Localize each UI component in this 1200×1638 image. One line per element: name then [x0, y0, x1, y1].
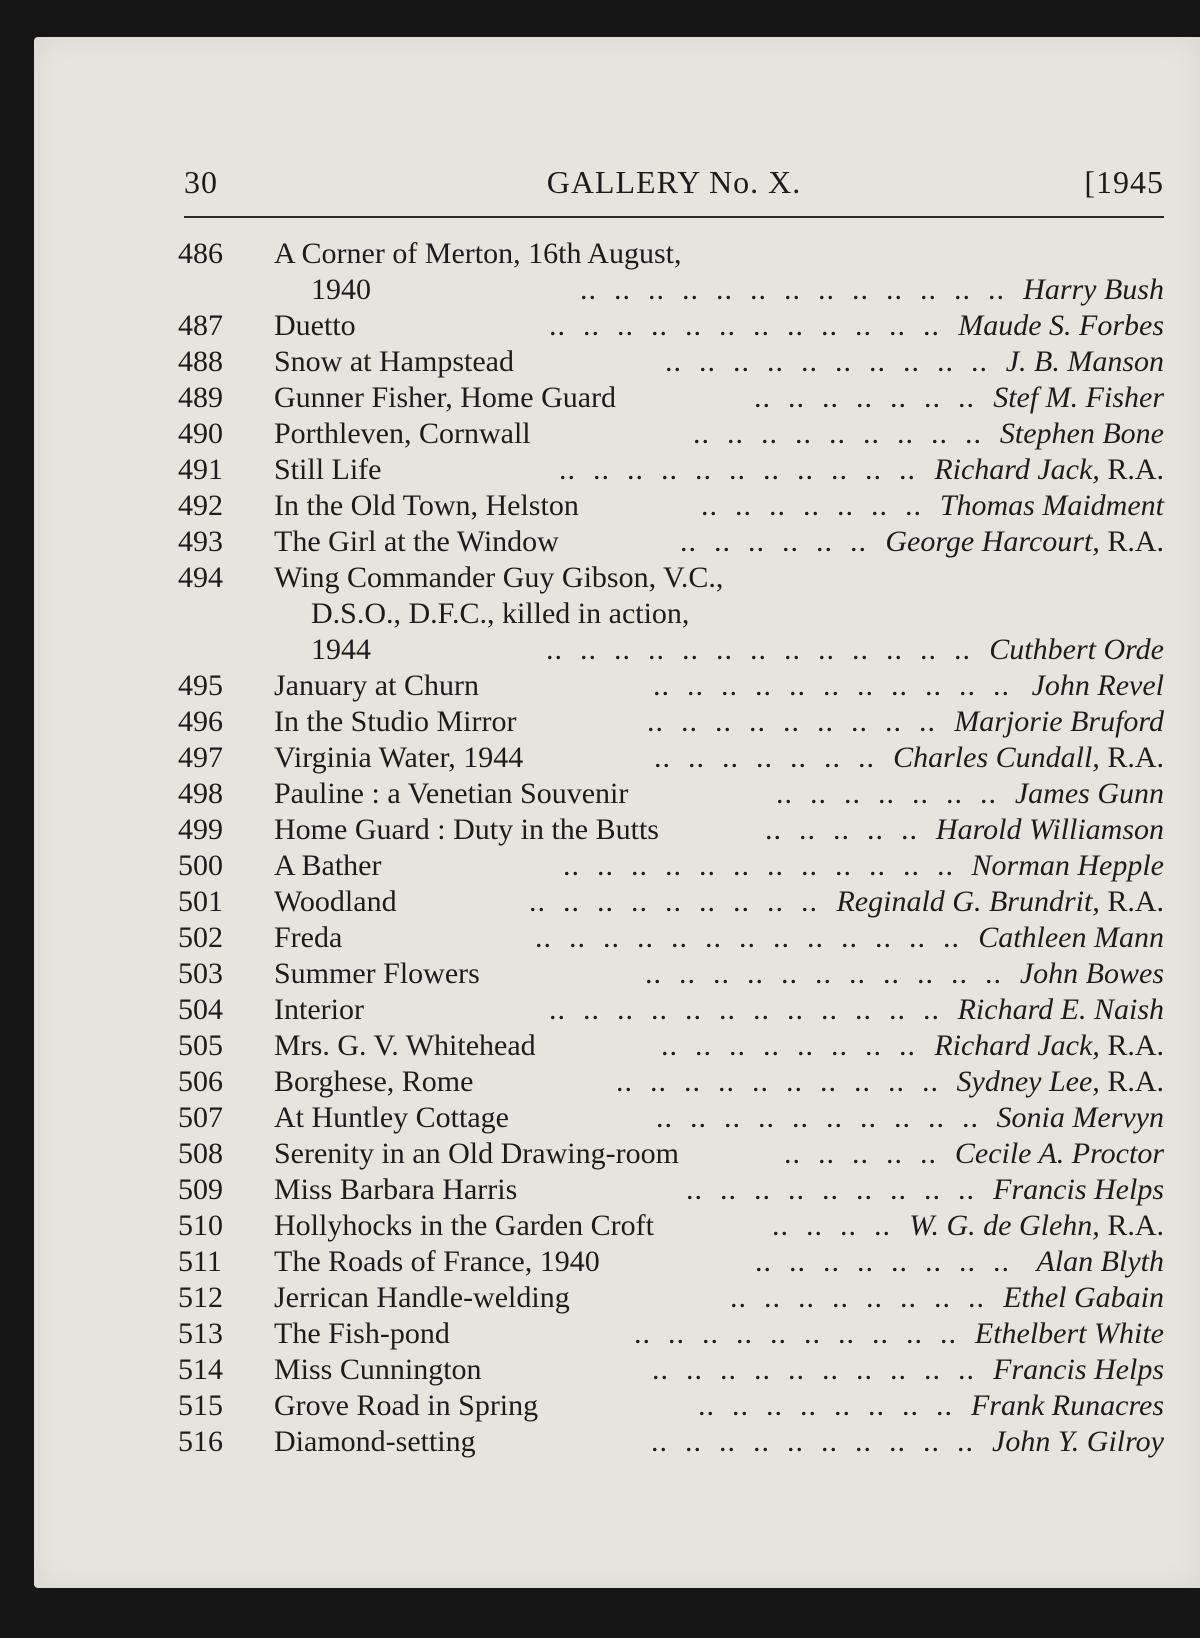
entry-number: 499 — [178, 813, 223, 846]
catalogue-entry — [178, 1172, 1164, 1208]
entry-title-continuation: 1944 — [311, 633, 371, 666]
entry-artist — [958, 992, 1164, 1028]
entry-artist — [1006, 344, 1164, 380]
entry-artist — [909, 1208, 1164, 1244]
entry-artist — [958, 308, 1164, 344]
dot-leader: .. .. .. .. .. .. .. — [754, 381, 975, 414]
entry-artist — [997, 1100, 1164, 1136]
dot-leader: .. .. .. .. .. .. .. .. .. — [686, 1173, 975, 1206]
entry-number: 509 — [178, 1173, 223, 1206]
entry-artist — [972, 848, 1164, 884]
dot-leader: .. .. .. .. .. .. .. — [654, 741, 875, 774]
artist-name: Reginald G. Brundrit, — [836, 885, 1100, 918]
artist-name: Richard Jack, — [934, 1029, 1100, 1062]
dot-leader: .. .. .. .. — [772, 1209, 891, 1242]
catalogue-entry — [178, 704, 1164, 740]
artist-name: Cecile A. Proctor — [954, 1137, 1164, 1170]
entry-title: Miss Barbara Harris — [274, 1173, 518, 1206]
dot-leader: .. .. .. .. .. .. .. .. .. .. .. — [645, 957, 1002, 990]
dot-leader: .. .. .. .. .. .. .. .. .. — [647, 705, 936, 738]
entry-number: 514 — [178, 1353, 223, 1386]
dot-leader: .. .. .. .. .. .. .. .. .. .. .. .. .. — [580, 273, 1005, 306]
catalogue-entry — [178, 452, 1164, 488]
entry-title: Summer Flowers — [274, 957, 480, 990]
entry-title: Wing Commander Guy Gibson, V.C., — [274, 561, 724, 594]
entry-number: 493 — [178, 525, 223, 558]
dot-leader: .. .. .. .. .. .. .. .. .. .. .. .. .. — [546, 633, 971, 666]
artist-name: Harold Williamson — [935, 813, 1164, 846]
entry-number: 494 — [178, 561, 223, 594]
page-number: 30 — [184, 164, 218, 200]
catalogue-entry — [178, 668, 1164, 704]
dot-leader: .. .. .. .. .. .. .. .. .. .. — [652, 1353, 975, 1386]
entry-title: Pauline : a Venetian Souvenir — [274, 777, 629, 810]
dot-leader: .. .. .. .. .. .. .. .. .. .. — [651, 1425, 974, 1458]
entry-artist — [1015, 776, 1164, 812]
entry-number: 487 — [178, 309, 223, 342]
entry-number: 503 — [178, 957, 223, 990]
artist-name: Francis Helps — [993, 1353, 1164, 1386]
catalogue-entry — [178, 848, 1164, 884]
artist-name: John Bowes — [1019, 957, 1164, 990]
artist-name: Cathleen Mann — [978, 921, 1164, 954]
gallery-title: GALLERY No. X. — [546, 164, 802, 200]
entry-artist — [993, 1352, 1164, 1388]
artist-name: George Harcourt, — [885, 525, 1100, 558]
entry-number: 500 — [178, 849, 223, 882]
entry-number: 495 — [178, 669, 223, 702]
entry-title: The Fish-pond — [274, 1317, 450, 1350]
catalogue-entry — [178, 416, 1164, 452]
entry-artist — [1023, 272, 1164, 308]
entry-artist — [1037, 1244, 1164, 1280]
entry-title: Snow at Hampstead — [274, 345, 514, 378]
artist-name: Maude S. Forbes — [958, 309, 1164, 342]
entry-number: 486 — [178, 237, 223, 270]
entry-number: 511 — [178, 1245, 222, 1278]
entry-artist — [936, 812, 1164, 848]
artist-name: Ethel Gabain — [1003, 1281, 1164, 1314]
entry-number: 516 — [178, 1425, 223, 1458]
artist-honour: R.A. — [1099, 741, 1164, 774]
dot-leader: .. .. .. .. .. .. .. .. .. .. .. — [653, 669, 1010, 702]
entry-artist — [1003, 1280, 1164, 1316]
entry-artist — [940, 488, 1164, 524]
page-header — [184, 164, 1164, 212]
artist-name: Ethelbert White — [974, 1317, 1164, 1350]
artist-honour: R.A. — [1099, 1065, 1164, 1098]
artist-name: Stef M. Fisher — [993, 381, 1164, 414]
artist-honour: R.A. — [1099, 525, 1164, 558]
entry-title: Serenity in an Old Drawing-room — [274, 1137, 679, 1170]
dot-leader: .. .. .. .. .. .. — [680, 525, 867, 558]
entry-number: 507 — [178, 1101, 223, 1134]
entry-title: Diamond-setting — [274, 1425, 476, 1458]
catalogue-entry — [178, 524, 1164, 560]
entry-artist — [957, 1064, 1164, 1100]
entry-number: 488 — [178, 345, 223, 378]
dot-leader: .. .. .. .. .. .. .. .. — [661, 1029, 916, 1062]
entry-artist — [992, 1424, 1164, 1460]
catalogue-entry — [178, 1136, 1164, 1172]
entry-title: Borghese, Rome — [274, 1065, 474, 1098]
catalogue-list — [178, 236, 1164, 1460]
entry-number: 508 — [178, 1137, 223, 1170]
entry-title: Jerrican Handle-welding — [274, 1281, 570, 1314]
catalogue-entry — [178, 1244, 1164, 1280]
catalogue-entry — [178, 920, 1164, 956]
dot-leader: .. .. .. .. .. .. .. .. .. .. — [665, 345, 988, 378]
artist-honour: R.A. — [1099, 453, 1164, 486]
dot-leader: .. .. .. .. .. — [765, 813, 918, 846]
entry-artist — [1032, 668, 1164, 704]
dot-leader: .. .. .. .. .. .. .. .. .. .. .. .. — [549, 309, 940, 342]
artist-honour: R.A. — [1099, 1209, 1164, 1242]
entry-title: In the Old Town, Helston — [274, 489, 579, 522]
catalogue-entry — [178, 776, 1164, 812]
entry-artist — [934, 452, 1164, 488]
catalogue-entry — [178, 236, 1164, 272]
catalogue-entry — [178, 488, 1164, 524]
entry-artist — [885, 524, 1164, 560]
dot-leader: .. .. .. .. .. .. .. .. .. .. .. .. — [563, 849, 954, 882]
dot-leader: .. .. .. .. .. .. .. — [776, 777, 997, 810]
artist-name: John Y. Gilroy — [992, 1425, 1164, 1458]
entry-title: The Girl at the Window — [274, 525, 559, 558]
entry-number: 506 — [178, 1065, 223, 1098]
entry-number: 497 — [178, 741, 223, 774]
entry-title: At Huntley Cottage — [274, 1101, 509, 1134]
catalogue-entry — [178, 1280, 1164, 1316]
entry-number: 505 — [178, 1029, 223, 1062]
catalogue-entry — [178, 1208, 1164, 1244]
catalogue-entry — [178, 1100, 1164, 1136]
entry-title: Mrs. G. V. Whitehead — [274, 1029, 536, 1062]
entry-artist — [955, 1136, 1164, 1172]
catalogue-entry — [178, 956, 1164, 992]
artist-name: Cuthbert Orde — [989, 633, 1164, 666]
entry-title: Duetto — [274, 309, 356, 342]
entry-artist — [975, 1316, 1164, 1352]
dot-leader: .. .. .. .. .. .. .. .. .. — [529, 885, 818, 918]
catalogue-entry — [178, 812, 1164, 848]
entry-artist — [978, 920, 1164, 956]
artist-name: Richard Jack, — [934, 453, 1100, 486]
artist-name: Norman Hepple — [971, 849, 1164, 882]
dot-leader: .. .. .. .. .. .. .. .. — [755, 1245, 1010, 1278]
entry-title: Gunner Fisher, Home Guard — [274, 381, 617, 414]
entry-title: The Roads of France, 1940 — [274, 1245, 600, 1278]
dot-leader: .. .. .. .. .. .. .. .. .. — [693, 417, 982, 450]
catalogue-entry — [178, 884, 1164, 920]
artist-name: J. B. Manson — [1005, 345, 1164, 378]
artist-name: Francis Helps — [993, 1173, 1164, 1206]
artist-name: Stephen Bone — [999, 417, 1164, 450]
entry-title: Grove Road in Spring — [274, 1389, 539, 1422]
entry-title: A Corner of Merton, 16th August, — [274, 237, 682, 270]
catalogue-entry — [178, 992, 1164, 1028]
entry-title: In the Studio Mirror — [274, 705, 517, 738]
artist-name: Alan Blyth — [1036, 1245, 1164, 1278]
artist-name: Charles Cundall, — [893, 741, 1100, 774]
catalogue-entry — [178, 1424, 1164, 1460]
catalogue-entry — [178, 344, 1164, 380]
catalogue-entry — [178, 308, 1164, 344]
artist-name: Harry Bush — [1023, 273, 1164, 306]
artist-name: Sonia Mervyn — [996, 1101, 1164, 1134]
entry-title: January at Churn — [274, 669, 479, 702]
dot-leader: .. .. .. .. .. .. .. .. .. .. — [656, 1101, 979, 1134]
entry-artist — [893, 740, 1164, 776]
artist-name: Richard E. Naish — [957, 993, 1164, 1026]
catalogue-entry — [178, 1064, 1164, 1100]
entry-artist — [836, 884, 1164, 920]
catalogue-entry-continuation — [178, 272, 1164, 308]
artist-name: James Gunn — [1014, 777, 1164, 810]
dot-leader: .. .. .. .. .. .. .. .. .. .. — [634, 1317, 957, 1350]
entry-title: Porthleven, Cornwall — [274, 417, 531, 450]
catalogue-entry — [178, 1316, 1164, 1352]
entry-number: 489 — [178, 381, 223, 414]
entry-number: 513 — [178, 1317, 223, 1350]
entry-number: 515 — [178, 1389, 223, 1422]
entry-title-continuation: D.S.O., D.F.C., killed in action, — [311, 597, 690, 630]
catalogue-entry — [178, 740, 1164, 776]
entry-artist — [993, 380, 1164, 416]
dot-leader: .. .. .. .. .. .. .. .. — [730, 1281, 985, 1314]
entry-artist — [989, 632, 1164, 668]
catalogue-entry — [178, 380, 1164, 416]
entry-artist — [971, 1388, 1164, 1424]
entry-title: Still Life — [274, 453, 382, 486]
entry-number: 498 — [178, 777, 223, 810]
entry-number: 504 — [178, 993, 223, 1026]
entry-title: Virginia Water, 1944 — [274, 741, 524, 774]
entry-title: Hollyhocks in the Garden Croft — [274, 1209, 654, 1242]
entry-artist — [1000, 416, 1164, 452]
catalogue-entry — [178, 560, 1164, 596]
entry-number: 496 — [178, 705, 223, 738]
entry-title: A Bather — [274, 849, 382, 882]
artist-honour: R.A. — [1099, 1029, 1164, 1062]
dot-leader: .. .. .. .. .. .. .. — [701, 489, 922, 522]
entry-number: 501 — [178, 885, 223, 918]
catalogue-entry-continuation — [178, 596, 1164, 632]
dot-leader: .. .. .. .. .. .. .. .. .. .. .. — [559, 453, 916, 486]
artist-honour: R.A. — [1099, 885, 1164, 918]
artist-name: Thomas Maidment — [939, 489, 1164, 522]
entry-title-continuation: 1940 — [311, 273, 371, 306]
entry-number: 510 — [178, 1209, 223, 1242]
dot-leader: .. .. .. .. .. .. .. .. — [698, 1389, 953, 1422]
artist-name: W. G. de Glehn, — [909, 1209, 1100, 1242]
dot-leader: .. .. .. .. .. — [784, 1137, 937, 1170]
entry-title: Freda — [274, 921, 343, 954]
entry-artist — [954, 704, 1164, 740]
entry-number: 512 — [178, 1281, 223, 1314]
catalogue-entry-continuation — [178, 632, 1164, 668]
entry-artist — [1020, 956, 1164, 992]
entry-artist — [934, 1028, 1164, 1064]
year-label: [1945 — [1084, 164, 1164, 200]
catalogue-entry — [178, 1028, 1164, 1064]
entry-number: 502 — [178, 921, 223, 954]
entry-number: 490 — [178, 417, 223, 450]
entry-title: Woodland — [274, 885, 397, 918]
artist-name: John Revel — [1031, 669, 1164, 702]
entry-artist — [993, 1172, 1164, 1208]
catalogue-entry — [178, 1388, 1164, 1424]
entry-title: Home Guard : Duty in the Butts — [274, 813, 659, 846]
entry-title: Miss Cunnington — [274, 1353, 482, 1386]
header-rule — [184, 216, 1164, 218]
artist-name: Sydney Lee, — [956, 1065, 1100, 1098]
artist-name: Marjorie Bruford — [954, 705, 1164, 738]
entry-title: Interior — [274, 993, 364, 1026]
catalogue-entry — [178, 1352, 1164, 1388]
artist-name: Frank Runacres — [970, 1389, 1164, 1422]
dot-leader: .. .. .. .. .. .. .. .. .. .. .. .. .. — [535, 921, 960, 954]
dot-leader: .. .. .. .. .. .. .. .. .. .. — [616, 1065, 939, 1098]
entry-number: 492 — [178, 489, 223, 522]
dot-leader: .. .. .. .. .. .. .. .. .. .. .. .. — [549, 993, 940, 1026]
entry-number: 491 — [178, 453, 223, 486]
